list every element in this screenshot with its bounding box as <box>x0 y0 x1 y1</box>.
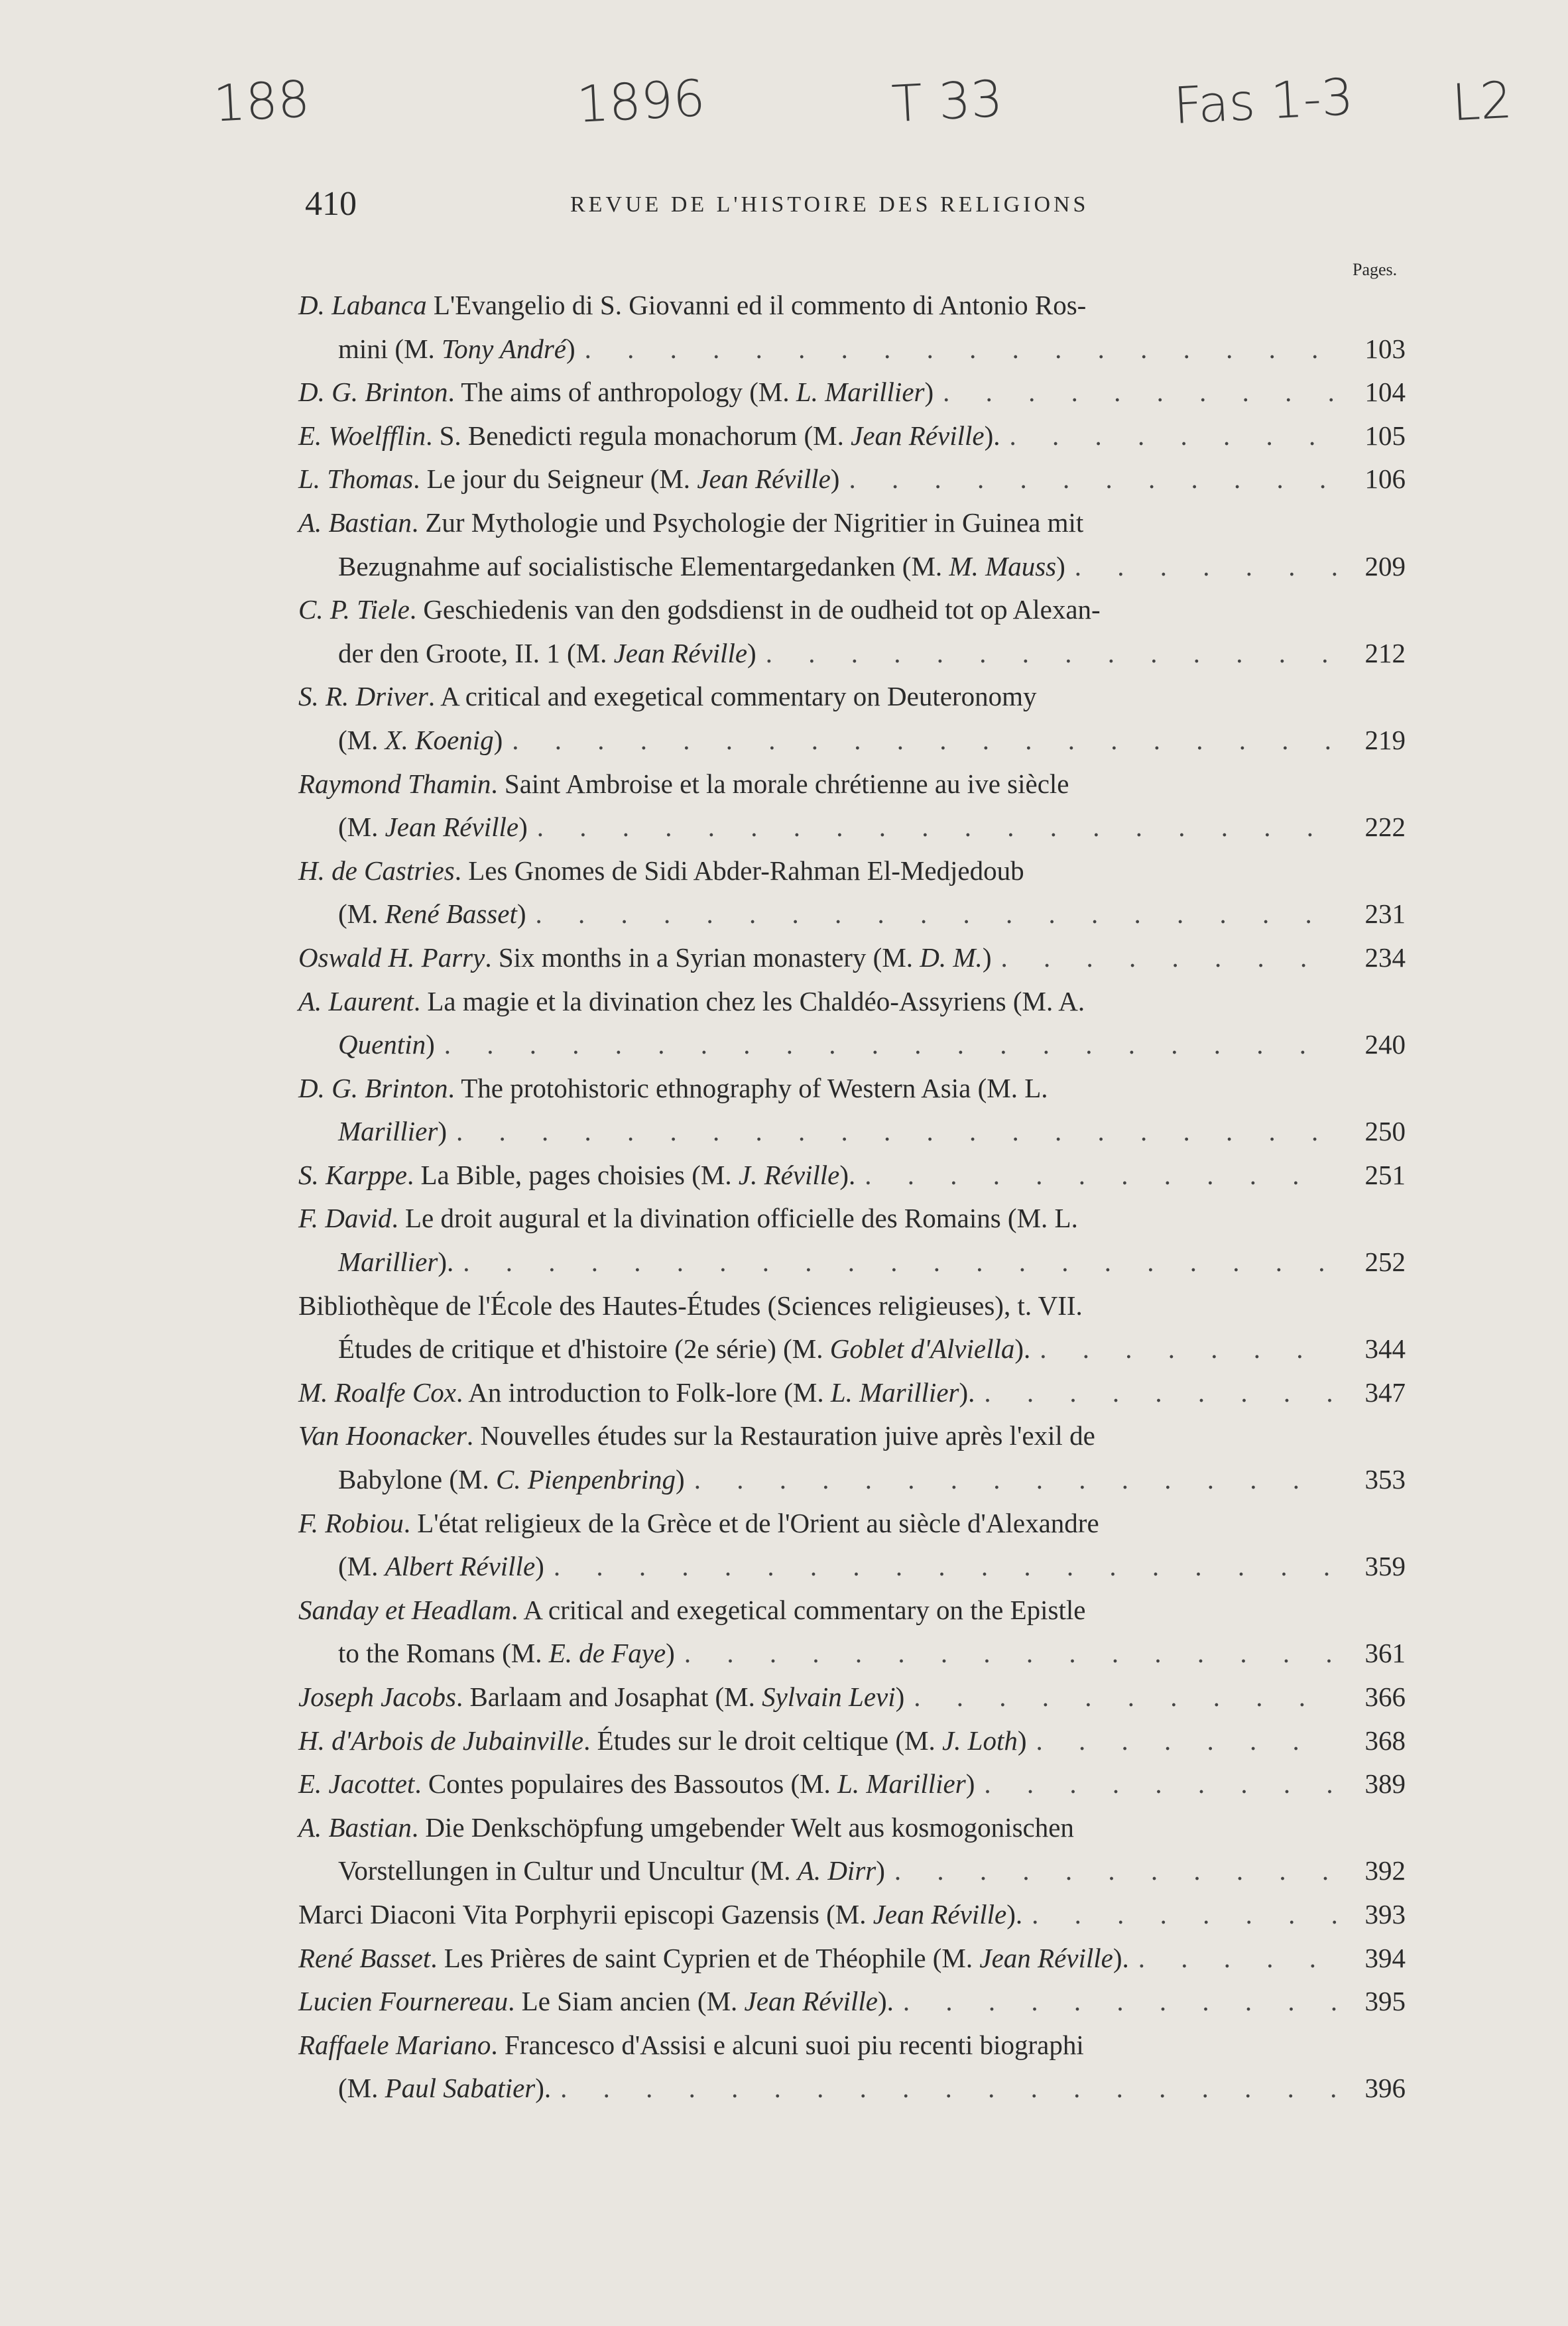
book-author: F. David <box>298 1203 392 1234</box>
book-title: . Die Denkschöpfung umgebender Welt aus kosmogonischen <box>411 1811 1074 1843</box>
entry-text <box>298 458 839 501</box>
book-author: H. de Castries <box>298 855 455 886</box>
punctuation: ). <box>839 1159 856 1190</box>
punctuation: ) <box>566 333 575 364</box>
book-author: Oswald H. Parry <box>298 942 485 973</box>
book-title: . Les Prières de saint Cyprien et de Théophile (M. <box>430 1942 980 1973</box>
toc-entry <box>298 371 1406 414</box>
book-title: L'Evangelio di S. Giovanni ed il commento di Antonio Ros- <box>426 290 1087 320</box>
book-title: Vorstellungen in Cultur und Uncultur (M. <box>338 1855 798 1886</box>
reviewer-name: Albert Réville <box>385 1551 536 1582</box>
book-title: . The aims of anthropology (M. <box>448 377 796 408</box>
entry-text <box>298 1893 1022 1937</box>
entry-line <box>298 1545 1406 1589</box>
reviewer-name: L. Marillier <box>837 1768 966 1800</box>
book-title: Bezugnahme auf socialistische Elementargedanken (M. <box>338 550 949 582</box>
entry-line <box>298 632 1406 676</box>
page-reference: 105 <box>1364 420 1406 451</box>
dot-leader <box>1075 545 1337 589</box>
entry-line <box>298 1197 1406 1241</box>
entry-text <box>338 1241 453 1284</box>
page-reference: 231 <box>1364 898 1406 930</box>
toc-entry <box>298 1893 1406 1937</box>
dot-leader <box>536 892 1337 936</box>
book-author: H. d'Arbois de Jubainville <box>298 1725 584 1756</box>
book-title: . Barlaam and Josaphat (M. <box>455 1682 762 1712</box>
entry-text <box>338 1110 447 1154</box>
dot-leader <box>444 1023 1337 1067</box>
toc-entry <box>298 1589 1406 1676</box>
entry-text <box>298 2024 1084 2067</box>
punctuation: ). <box>959 1377 975 1408</box>
punctuation: ). <box>1113 1942 1129 1973</box>
reviewer-name: L. Marillier <box>830 1377 959 1408</box>
reviewer-name: Tony André <box>442 333 566 364</box>
entry-text <box>298 675 1036 719</box>
entry-line <box>298 1458 1406 1502</box>
book-title: (M. <box>338 812 385 843</box>
dot-leader <box>1036 1719 1337 1763</box>
entry-text <box>298 1676 904 1719</box>
toc-entry <box>298 588 1406 675</box>
entry-text <box>298 371 934 414</box>
entry-text <box>298 1284 1083 1328</box>
page-reference: 240 <box>1364 1029 1406 1060</box>
book-author: Raffaele Mariano <box>298 2029 491 2060</box>
entry-line <box>298 936 1406 980</box>
page-reference: 359 <box>1364 1551 1406 1582</box>
reviewer-name: E. de Faye <box>548 1638 666 1669</box>
reviewer-name: Jean Réville <box>979 1942 1113 1973</box>
entry-text <box>338 719 503 763</box>
page-reference: 396 <box>1364 2073 1406 2104</box>
dot-leader <box>894 1849 1337 1893</box>
entry-line <box>298 675 1406 719</box>
entry-line <box>298 849 1406 893</box>
book-author: René Basset <box>298 1942 431 1973</box>
entry-line <box>298 1327 1406 1371</box>
entry-text <box>298 1762 975 1806</box>
entry-text <box>338 328 575 371</box>
punctuation: ) <box>426 1029 435 1060</box>
punctuation: ) <box>965 1768 975 1800</box>
dot-leader <box>984 1762 1337 1806</box>
dot-leader <box>1040 1327 1337 1371</box>
page-reference: 368 <box>1364 1725 1406 1756</box>
toc-entry <box>298 1676 1406 1719</box>
page-reference: 250 <box>1364 1116 1406 1147</box>
page-reference: 103 <box>1364 333 1406 364</box>
page-reference: 389 <box>1364 1768 1406 1800</box>
toc-entry <box>298 763 1406 849</box>
running-title: REVUE DE L'HISTOIRE DES RELIGIONS <box>570 192 1089 217</box>
entry-line <box>298 588 1406 632</box>
book-author: Joseph Jacobs <box>298 1682 456 1712</box>
book-title: . La Bible, pages choisies (M. <box>407 1159 739 1190</box>
toc-entry <box>298 1284 1406 1371</box>
entry-text <box>298 414 1000 458</box>
book-title: . Le Siam ancien (M. <box>508 1986 745 2017</box>
punctuation: ). <box>1014 1333 1031 1365</box>
toc-entry <box>298 936 1406 980</box>
punctuation: ) <box>535 1551 544 1582</box>
punctuation: ). <box>878 1986 894 2017</box>
book-title: (M. <box>338 1551 385 1582</box>
toc-entry <box>298 1980 1406 2024</box>
book-title: . La magie et la divination chez les Chaldéo-Assyriens (M. A. <box>413 985 1085 1016</box>
book-author: D. G. Brinton <box>298 377 448 408</box>
book-title: Études de critique et d'histoire (2e série) (M. <box>338 1333 830 1365</box>
book-title: . Saint Ambroise et la morale chrétienne au ive siècle <box>491 768 1069 799</box>
dot-leader <box>456 1110 1337 1154</box>
entry-line <box>298 980 1406 1024</box>
entry-line <box>298 1284 1406 1328</box>
reviewer-name: X. Koenig <box>385 724 494 755</box>
entry-line <box>298 806 1406 849</box>
page-reference: 212 <box>1364 637 1406 668</box>
punctuation: ) <box>876 1855 885 1886</box>
reviewer-name: René Basset <box>385 898 517 930</box>
reviewer-name: M. Mauss <box>949 550 1057 582</box>
entry-text <box>298 1502 1099 1546</box>
entry-line <box>298 1980 1406 2024</box>
reviewer-name: J. Loth <box>941 1725 1018 1756</box>
entry-line <box>298 2024 1406 2067</box>
entry-line <box>298 1937 1406 1981</box>
book-title: . A critical and exegetical commentary on the Epistle <box>511 1594 1086 1625</box>
book-title: . Geschiedenis van den godsdienst in de oudheid tot op Alexan- <box>409 594 1101 625</box>
page-reference: 234 <box>1364 942 1406 973</box>
dot-leader <box>984 1371 1337 1415</box>
toc-entry <box>298 2024 1406 2111</box>
book-title: Marci Diaconi Vita Porphyrii episcopi Gazensis (M. <box>298 1898 873 1929</box>
toc-entry <box>298 1197 1406 1284</box>
reviewer-name: Marillier <box>338 1247 438 1278</box>
book-author: C. P. Tiele <box>298 594 410 625</box>
toc-entry <box>298 1371 1406 1415</box>
page-reference: 366 <box>1364 1682 1406 1712</box>
page-reference: 344 <box>1364 1333 1406 1365</box>
book-title: . Contes populaires des Bassoutos (M. <box>414 1768 838 1800</box>
entry-text <box>338 545 1065 589</box>
entry-text <box>338 1327 1030 1371</box>
punctuation: ). <box>535 2073 552 2104</box>
toc-entry <box>298 1154 1406 1197</box>
punctuation: ) <box>666 1638 675 1669</box>
book-title: (M. <box>338 898 385 930</box>
toc-entry <box>298 849 1406 936</box>
toc-entry <box>298 1806 1406 1893</box>
entry-line <box>298 328 1406 371</box>
entry-text <box>298 1371 975 1415</box>
dot-leader <box>1032 1893 1337 1937</box>
book-author: L. Thomas <box>298 463 414 495</box>
book-title: . Le jour du Seigneur (M. <box>413 463 697 495</box>
book-author: Sanday et Headlam <box>298 1594 512 1625</box>
reviewer-name: Marillier <box>338 1116 438 1147</box>
entry-text <box>298 1067 1048 1111</box>
page-reference: 347 <box>1364 1377 1406 1408</box>
entry-text <box>298 501 1083 545</box>
punctuation: ). <box>984 420 1000 451</box>
page-reference: 361 <box>1364 1638 1406 1669</box>
entry-text <box>298 763 1069 806</box>
book-title: . Six months in a Syrian monastery (M. <box>485 942 920 973</box>
table-of-contents <box>298 284 1406 2111</box>
dot-leader <box>914 1676 1337 1719</box>
page-reference: 394 <box>1364 1942 1406 1973</box>
reviewer-name: Quentin <box>338 1029 426 1060</box>
book-title: Bibliothèque de l'École des Hautes-Études (Sciences religieuses), t. VII. <box>298 1290 1083 1321</box>
page-reference: 104 <box>1364 377 1406 408</box>
entry-text <box>298 284 1086 328</box>
toc-entry <box>298 1502 1406 1589</box>
dot-leader <box>684 1632 1337 1676</box>
entry-line <box>298 1632 1406 1676</box>
entry-text <box>298 1154 855 1197</box>
dot-leader <box>1010 414 1337 458</box>
toc-entry <box>298 284 1406 371</box>
entry-text <box>338 1849 885 1893</box>
book-title: . Les Gnomes de Sidi Abder-Rahman El-Medjedoub <box>454 855 1024 886</box>
toc-entry <box>298 1762 1406 1806</box>
entry-line <box>298 1023 1406 1067</box>
page-reference: 251 <box>1364 1159 1406 1190</box>
reviewer-name: Jean Réville <box>873 1898 1007 1929</box>
punctuation: ) <box>516 898 526 930</box>
book-author: D. Labanca <box>298 290 427 320</box>
entry-text <box>298 588 1101 632</box>
dot-leader <box>903 1980 1337 2024</box>
entry-line <box>298 1719 1406 1763</box>
entry-line <box>298 545 1406 589</box>
entry-line <box>298 1762 1406 1806</box>
book-title: Babylone (M. <box>338 1464 496 1495</box>
reviewer-name: Jean Réville <box>385 812 519 843</box>
pages-column-label: Pages. <box>1353 260 1398 279</box>
entry-line <box>298 414 1406 458</box>
book-title: to the Romans (M. <box>338 1638 549 1669</box>
dot-leader <box>554 1545 1337 1589</box>
toc-entry <box>298 1937 1406 1981</box>
dot-leader <box>512 719 1337 763</box>
page-reference: 209 <box>1364 550 1406 582</box>
entry-line <box>298 1067 1406 1111</box>
book-title: . Le droit augural et la divination officielle des Romains (M. L. <box>391 1203 1078 1234</box>
book-author: A. Bastian <box>298 1811 412 1843</box>
dot-leader <box>943 371 1337 414</box>
book-author: Raymond Thamin <box>298 768 491 799</box>
entry-line <box>298 1502 1406 1546</box>
toc-entry <box>298 458 1406 501</box>
reviewer-name: Jean Réville <box>613 637 748 668</box>
entry-line <box>298 1849 1406 1893</box>
punctuation: ) <box>924 377 934 408</box>
dot-leader <box>463 1241 1337 1284</box>
entry-line <box>298 1371 1406 1415</box>
reviewer-name: D. M. <box>920 942 983 973</box>
reviewer-name: Jean Réville <box>744 1986 878 2017</box>
punctuation: ) <box>982 942 992 973</box>
toc-entry <box>298 675 1406 762</box>
entry-line <box>298 1241 1406 1284</box>
punctuation: ). <box>1006 1898 1023 1929</box>
entry-line <box>298 763 1406 806</box>
page-reference: 219 <box>1364 724 1406 755</box>
punctuation: ) <box>895 1682 905 1712</box>
entry-text <box>298 1589 1085 1632</box>
punctuation: ) <box>438 1116 447 1147</box>
page-reference: 393 <box>1364 1898 1406 1929</box>
entry-text <box>338 1023 435 1067</box>
dot-leader <box>1138 1937 1337 1981</box>
book-title: . L'état religieux de la Grèce et de l'Orient au siècle d'Alexandre <box>403 1507 1099 1538</box>
book-author: M. Roalfe Cox <box>298 1377 456 1408</box>
entry-line <box>298 284 1406 328</box>
toc-entry <box>298 501 1406 588</box>
entry-line <box>298 1893 1406 1937</box>
book-title: . Zur Mythologie und Psychologie der Nigritier in Guinea mit <box>411 507 1084 538</box>
book-author: S. R. Driver <box>298 681 428 712</box>
entry-text <box>298 1719 1027 1763</box>
reviewer-name: L. Marillier <box>796 377 925 408</box>
book-title: . The protohistoric ethnography of Western Asia (M. L. <box>448 1072 1048 1103</box>
dot-leader <box>537 806 1337 849</box>
reviewer-name: A. Dirr <box>797 1855 876 1886</box>
dot-leader <box>766 632 1337 676</box>
entry-text <box>338 1458 685 1502</box>
entry-text <box>338 1632 675 1676</box>
book-author: F. Robiou <box>298 1507 404 1538</box>
entry-line <box>298 1154 1406 1197</box>
entry-line <box>298 458 1406 501</box>
reviewer-name: Paul Sabatier <box>385 2073 536 2104</box>
toc-entry <box>298 1719 1406 1763</box>
entry-line <box>298 892 1406 936</box>
page-reference: 222 <box>1364 812 1406 843</box>
dot-leader <box>849 458 1337 501</box>
book-author: E. Woelfflin <box>298 420 426 451</box>
entry-line <box>298 719 1406 763</box>
page-reference: 353 <box>1364 1464 1406 1495</box>
entry-text <box>298 1197 1078 1241</box>
punctuation: ) <box>1056 550 1065 582</box>
handwritten-annotation: L2 <box>1450 70 1514 133</box>
book-author: Lucien Fournereau <box>298 1986 509 2017</box>
book-title: . S. Benedicti regula monachorum (M. <box>426 420 851 451</box>
entry-text <box>298 1937 1129 1981</box>
entry-text <box>298 1414 1095 1458</box>
handwritten-annotation: Fas 1-3 <box>1172 66 1355 136</box>
entry-text <box>338 632 756 676</box>
reviewer-name: Jean Réville <box>697 463 831 495</box>
book-title: (M. <box>338 2073 385 2104</box>
book-title: der den Groote, II. 1 (M. <box>338 637 614 668</box>
punctuation: ). <box>438 1247 454 1278</box>
punctuation: ) <box>493 724 503 755</box>
entry-line <box>298 2067 1406 2111</box>
dot-leader <box>1000 936 1337 980</box>
book-author: D. G. Brinton <box>298 1072 448 1103</box>
handwritten-annotation: 1896 <box>575 68 707 135</box>
page-reference: 395 <box>1364 1986 1406 2017</box>
entry-line <box>298 1806 1406 1850</box>
book-title: (M. <box>338 724 385 755</box>
page-number: 410 <box>305 185 357 223</box>
book-author: A. Bastian <box>298 507 412 538</box>
entry-text <box>298 1806 1074 1850</box>
book-author: E. Jacottet <box>298 1768 415 1800</box>
entry-line <box>298 1110 1406 1154</box>
punctuation: ) <box>830 463 840 495</box>
page-reference: 252 <box>1364 1247 1406 1278</box>
toc-entry <box>298 414 1406 458</box>
entry-line <box>298 1414 1406 1458</box>
handwritten-annotation: 188 <box>211 69 312 133</box>
reviewer-name: C. Pienpenbring <box>496 1464 676 1495</box>
dot-leader <box>865 1154 1337 1197</box>
dot-leader <box>585 328 1337 371</box>
book-title: . Études sur le droit celtique (M. <box>583 1725 942 1756</box>
book-author: A. Laurent <box>298 985 414 1016</box>
reviewer-name: Jean Réville <box>851 420 985 451</box>
reviewer-name: J. Réville <box>738 1159 840 1190</box>
dot-leader <box>560 2067 1337 2111</box>
handwritten-annotation: T 33 <box>890 68 1004 134</box>
book-title: mini (M. <box>338 333 442 364</box>
book-title: . An introduction to Folk-lore (M. <box>455 1377 831 1408</box>
entry-line <box>298 1589 1406 1632</box>
reviewer-name: Sylvain Levi <box>762 1682 896 1712</box>
book-title: . Francesco d'Assisi e alcuni suoi piu recenti biographi <box>491 2029 1084 2060</box>
page-reference: 392 <box>1364 1855 1406 1886</box>
entry-line <box>298 1676 1406 1719</box>
punctuation: ) <box>1017 1725 1027 1756</box>
reviewer-name: Goblet d'Alviella <box>829 1333 1015 1365</box>
entry-text <box>338 1545 544 1589</box>
book-author: S. Karppe <box>298 1159 407 1190</box>
entry-line <box>298 371 1406 414</box>
punctuation: ) <box>518 812 528 843</box>
entry-text <box>338 806 528 849</box>
entry-text <box>338 2067 551 2111</box>
toc-entry <box>298 1414 1406 1501</box>
entry-text <box>298 980 1085 1024</box>
entry-text <box>338 892 526 936</box>
page-reference: 106 <box>1364 463 1406 495</box>
book-author: Van Hoonacker <box>298 1420 467 1451</box>
toc-entry <box>298 1067 1406 1154</box>
punctuation: ) <box>676 1464 685 1495</box>
dot-leader <box>694 1458 1337 1502</box>
toc-entry <box>298 980 1406 1067</box>
entry-text <box>298 849 1024 893</box>
entry-line <box>298 501 1406 545</box>
entry-text <box>298 1980 894 2024</box>
book-title: . Nouvelles études sur la Restauration juive après l'exil de <box>466 1420 1095 1451</box>
book-title: . A critical and exegetical commentary on Deuteronomy <box>428 681 1037 712</box>
punctuation: ) <box>747 637 756 668</box>
entry-text <box>298 936 991 980</box>
